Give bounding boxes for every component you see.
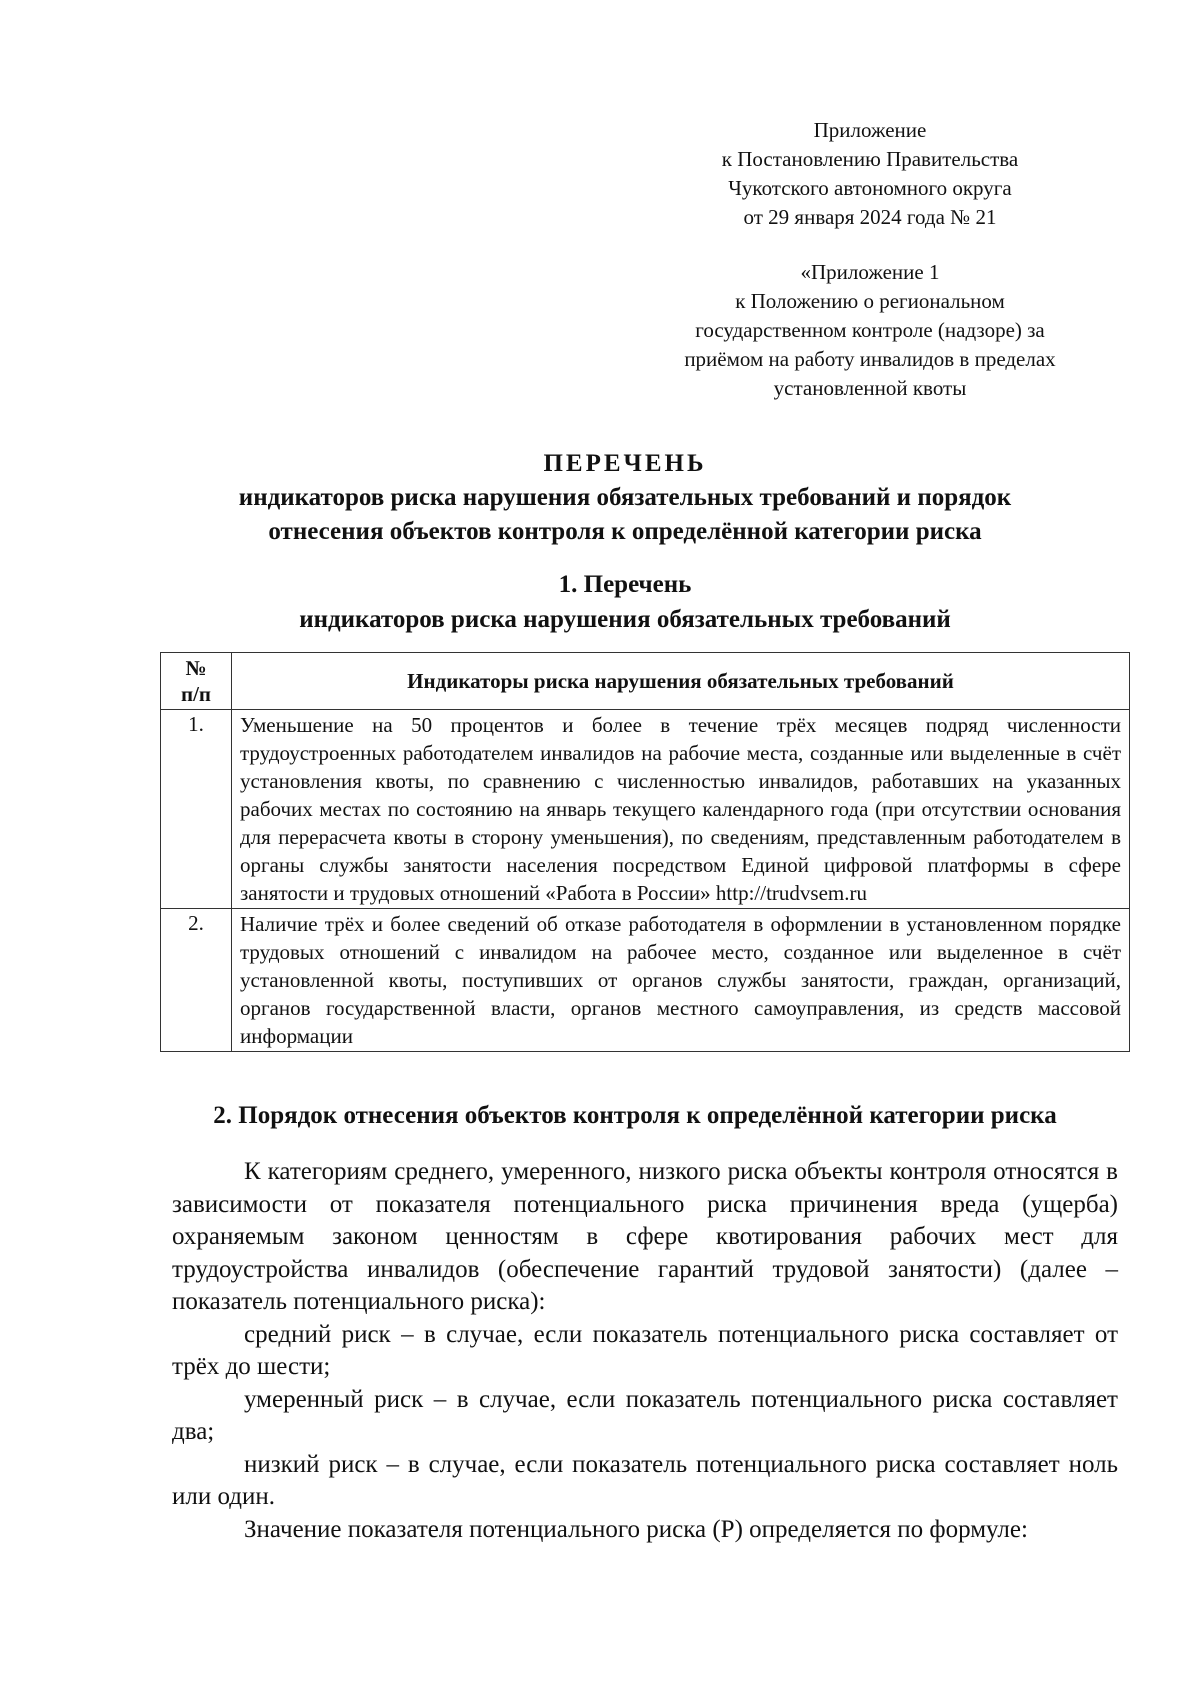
section1-title-line: 1. Перечень bbox=[558, 571, 692, 598]
appendix-header-line: Чукотского автономного округа bbox=[728, 176, 1012, 200]
column-header-number-line: п/п bbox=[180, 682, 212, 706]
title-subline: отнесения объектов контроля к определённой категории риска bbox=[268, 518, 982, 545]
row-indicator-text: Наличие трёх и более сведений об отказе работодателя в оформлении в установленном порядке трудовых отношений с инвалидом на рабочее место, созданное или выделенное в счёт установленной квоты, поступивших от органов службы занятости, граждан, организаций, органов государственной власти, органов местного самоуправления, из средств массовой информации bbox=[232, 909, 1130, 1052]
table-row bbox=[161, 909, 1130, 1052]
regulation-header-line: «Приложение 1 bbox=[800, 260, 940, 284]
regulation-header-line: государственном контроле (надзоре) за bbox=[695, 318, 1045, 342]
row-number: 2. bbox=[161, 909, 232, 1052]
title-subline: индикаторов риска нарушения обязательных требований и порядок bbox=[238, 484, 1012, 511]
body-paragraph: умеренный риск – в случае, если показатель потенциального риска составляет два; bbox=[172, 1385, 1118, 1445]
column-header-number-line: № bbox=[185, 656, 207, 680]
body-paragraph: Значение показателя потенциального риска (Р) определяется по формуле: bbox=[244, 1515, 1028, 1543]
title-heading: ПЕРЕЧЕНЬ bbox=[543, 450, 707, 477]
section1-title bbox=[150, 567, 1100, 637]
regulation-header-line: к Положению о региональном bbox=[735, 289, 1005, 313]
body-paragraph: К категориям среднего, умеренного, низкого риска объекты контроля относятся в зависимости от показателя потенциального риска причинения вреда (ущерба) охраняемым законом ценностям в сфере квотирования рабочих мест для трудоустройства инвалидов (обеспечение гарантий трудовой занятости) (далее – показатель потенциального риска): bbox=[172, 1158, 1118, 1315]
body-paragraph: средний риск – в случае, если показатель потенциального риска составляет от трёх до шести; bbox=[172, 1320, 1118, 1380]
regulation-header-line: приёмом на работу инвалидов в пределах bbox=[684, 347, 1056, 371]
table-row bbox=[161, 710, 1130, 909]
appendix-header-line: к Постановлению Правительства bbox=[721, 147, 1019, 171]
appendix-header-line: Приложение bbox=[813, 118, 927, 142]
column-header-indicator: Индикаторы риска нарушения обязательных требований bbox=[232, 653, 1130, 710]
risk-indicators-table bbox=[160, 652, 1130, 1052]
table-header-row bbox=[161, 653, 1130, 710]
row-number: 1. bbox=[161, 710, 232, 909]
column-header-number bbox=[161, 653, 232, 710]
section2-body bbox=[172, 1156, 1118, 1546]
section1-title-line: индикаторов риска нарушения обязательных требований bbox=[299, 606, 951, 633]
regulation-appendix-header bbox=[640, 258, 1100, 403]
section2-title: 2. Порядок отнесения объектов контроля к определённой категории риска bbox=[213, 1102, 1057, 1129]
regulation-header-line: установленной квоты bbox=[773, 376, 967, 400]
body-paragraph: низкий риск – в случае, если показатель потенциального риска составляет ноль или один. bbox=[172, 1450, 1118, 1510]
appendix-header bbox=[640, 116, 1100, 232]
appendix-header-line: от 29 января 2024 года № 21 bbox=[743, 205, 997, 229]
document-title bbox=[150, 447, 1100, 549]
row-indicator-text: Уменьшение на 50 процентов и более в течение трёх месяцев подряд численности трудоустроенных работодателем инвалидов на рабочие места, созданные или выделенные в счёт установления квоты, по сравнению с численностью инвалидов, работавших на указанных рабочих местах по состоянию на январь текущего календарного года (при отсутствии основания для перерасчета квоты в сторону уменьшения), по сведениям, представленным работодателем в органы службы занятости населения посредством Единой цифровой платформы в сфере занятости и трудовых отношений «Работа в России» http://trudvsem.ru bbox=[232, 710, 1130, 909]
